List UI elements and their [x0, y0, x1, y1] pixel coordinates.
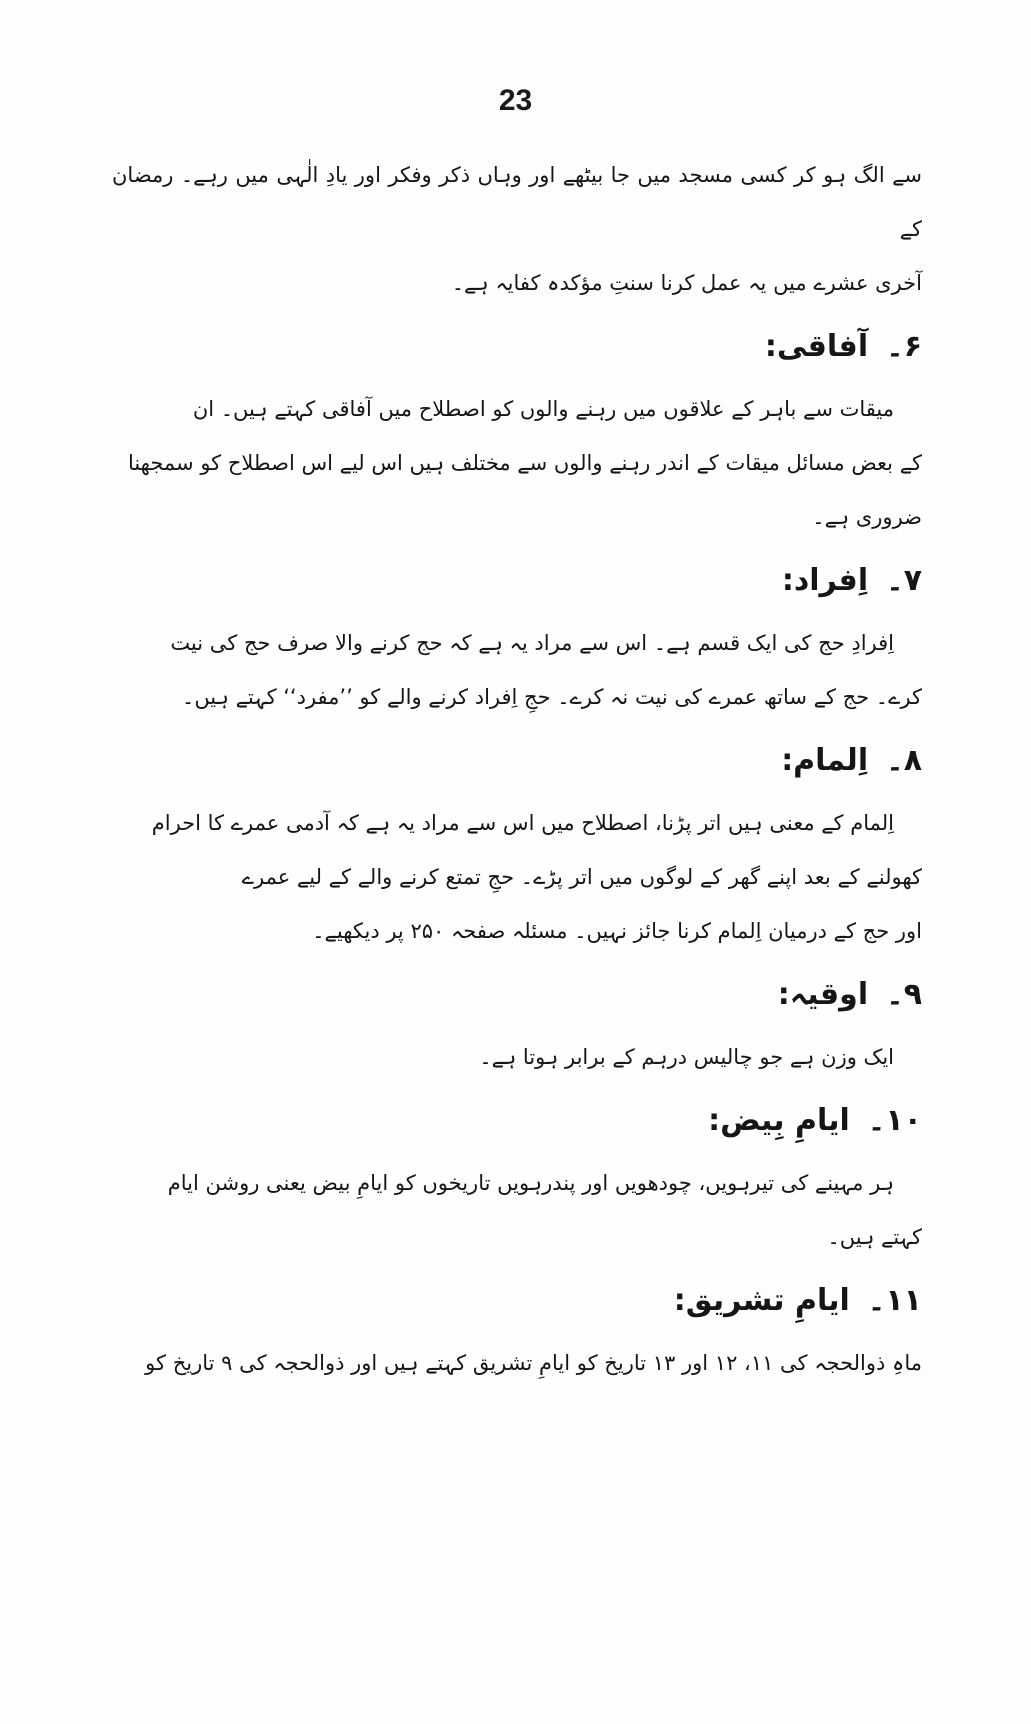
- section-heading-auqiya: [112, 964, 922, 1026]
- section-paragraph-afaqi: [112, 382, 922, 544]
- section-title: ایامِ تشریق:: [673, 1283, 850, 1318]
- section-number: ۶۔: [886, 329, 922, 364]
- paragraph-line: کرے۔ حج کے ساتھ عمرے کی نیت نہ کرے۔ حجِ اِفراد کرنے والے کو ’’مفرد‘‘ کہتے ہیں۔: [182, 685, 922, 709]
- paragraph-line: ضروری ہے۔: [812, 505, 922, 529]
- section-paragraph-ayyam-beed: [112, 1156, 922, 1264]
- paragraph-line: ماہِ ذوالحجہ کی ۱۱، ۱۲ اور ۱۳ تاریخ کو ایامِ تشریق کہتے ہیں اور ذوالحجہ کی ۹ تاریخ کو: [145, 1351, 922, 1375]
- intro-paragraph: [112, 148, 922, 310]
- intro-line: آخری عشرے میں یہ عمل کرنا سنتِ مؤکدہ کفایہ ہے۔: [451, 271, 922, 295]
- section-paragraph-ayyam-tashreeq: [112, 1336, 922, 1390]
- section-title: اِلمام:: [781, 743, 869, 778]
- section-number: ۸۔: [886, 743, 922, 778]
- section-title: اوقیہ:: [777, 977, 869, 1012]
- page-number: 23: [498, 84, 533, 117]
- paragraph-line: اِفرادِ حج کی ایک قسم ہے۔ اس سے مراد یہ ہے کہ حج کرنے والا صرف حج کی نیت: [170, 631, 894, 655]
- paragraph-line: کے بعض مسائل میقات کے اندر رہنے والوں سے مختلف ہیں اس لیے اس اصطلاح کو سمجھنا: [127, 451, 922, 475]
- section-paragraph-auqiya: [112, 1030, 922, 1084]
- section-title: ایامِ بِیض:: [708, 1103, 850, 1138]
- paragraph-line: اِلمام کے معنی ہیں اتر پڑنا، اصطلاح میں اس سے مراد یہ ہے کہ آدمی عمرے کا احرام: [151, 811, 894, 835]
- section-paragraph-ilmam: [112, 796, 922, 958]
- section-number: ۹۔: [886, 977, 922, 1012]
- section-title: آفاقی:: [764, 329, 869, 364]
- paragraph-line: اور حج کے درمیان اِلمام کرنا جائز نہیں۔ مسئلہ صفحہ ۲۵۰ پر دیکھیے۔: [312, 919, 922, 943]
- section-heading-ilmam: [112, 730, 922, 792]
- section-number: ۱۱۔: [867, 1283, 922, 1318]
- section-heading-ayyam-beed: [112, 1090, 922, 1152]
- paragraph-line: ایک وزن ہے جو چالیس درہم کے برابر ہوتا ہے۔: [479, 1045, 894, 1069]
- section-heading-ifrad: [112, 550, 922, 612]
- section-heading-ayyam-tashreeq: [112, 1270, 922, 1332]
- paragraph-line: کھولنے کے بعد اپنے گھر کے لوگوں میں اتر پڑے۔ حجِ تمتع کرنے والے کے لیے عمرے: [241, 865, 922, 889]
- paragraph-line: میقات سے باہر کے علاقوں میں رہنے والوں کو اصطلاح میں آفاقی کہتے ہیں۔ ان: [192, 397, 894, 421]
- section-paragraph-ifrad: [112, 616, 922, 724]
- section-number: ۱۰۔: [867, 1103, 922, 1138]
- paragraph-line: ہر مہینے کی تیرہویں، چودھویں اور پندرہویں تاریخوں کو ایامِ بیض یعنی روشن ایام: [167, 1171, 894, 1195]
- intro-line: سے الگ ہو کر کسی مسجد میں جا بیٹھے اور وہاں ذکر وفکر اور یادِ الٰہی میں رہے۔ رمضان کے: [112, 163, 922, 241]
- section-title: اِفراد:: [781, 563, 869, 598]
- page-content: [112, 148, 922, 1390]
- paragraph-line: کہتے ہیں۔: [827, 1225, 922, 1249]
- section-heading-afaqi: [112, 316, 922, 378]
- section-number: ۷۔: [886, 563, 922, 598]
